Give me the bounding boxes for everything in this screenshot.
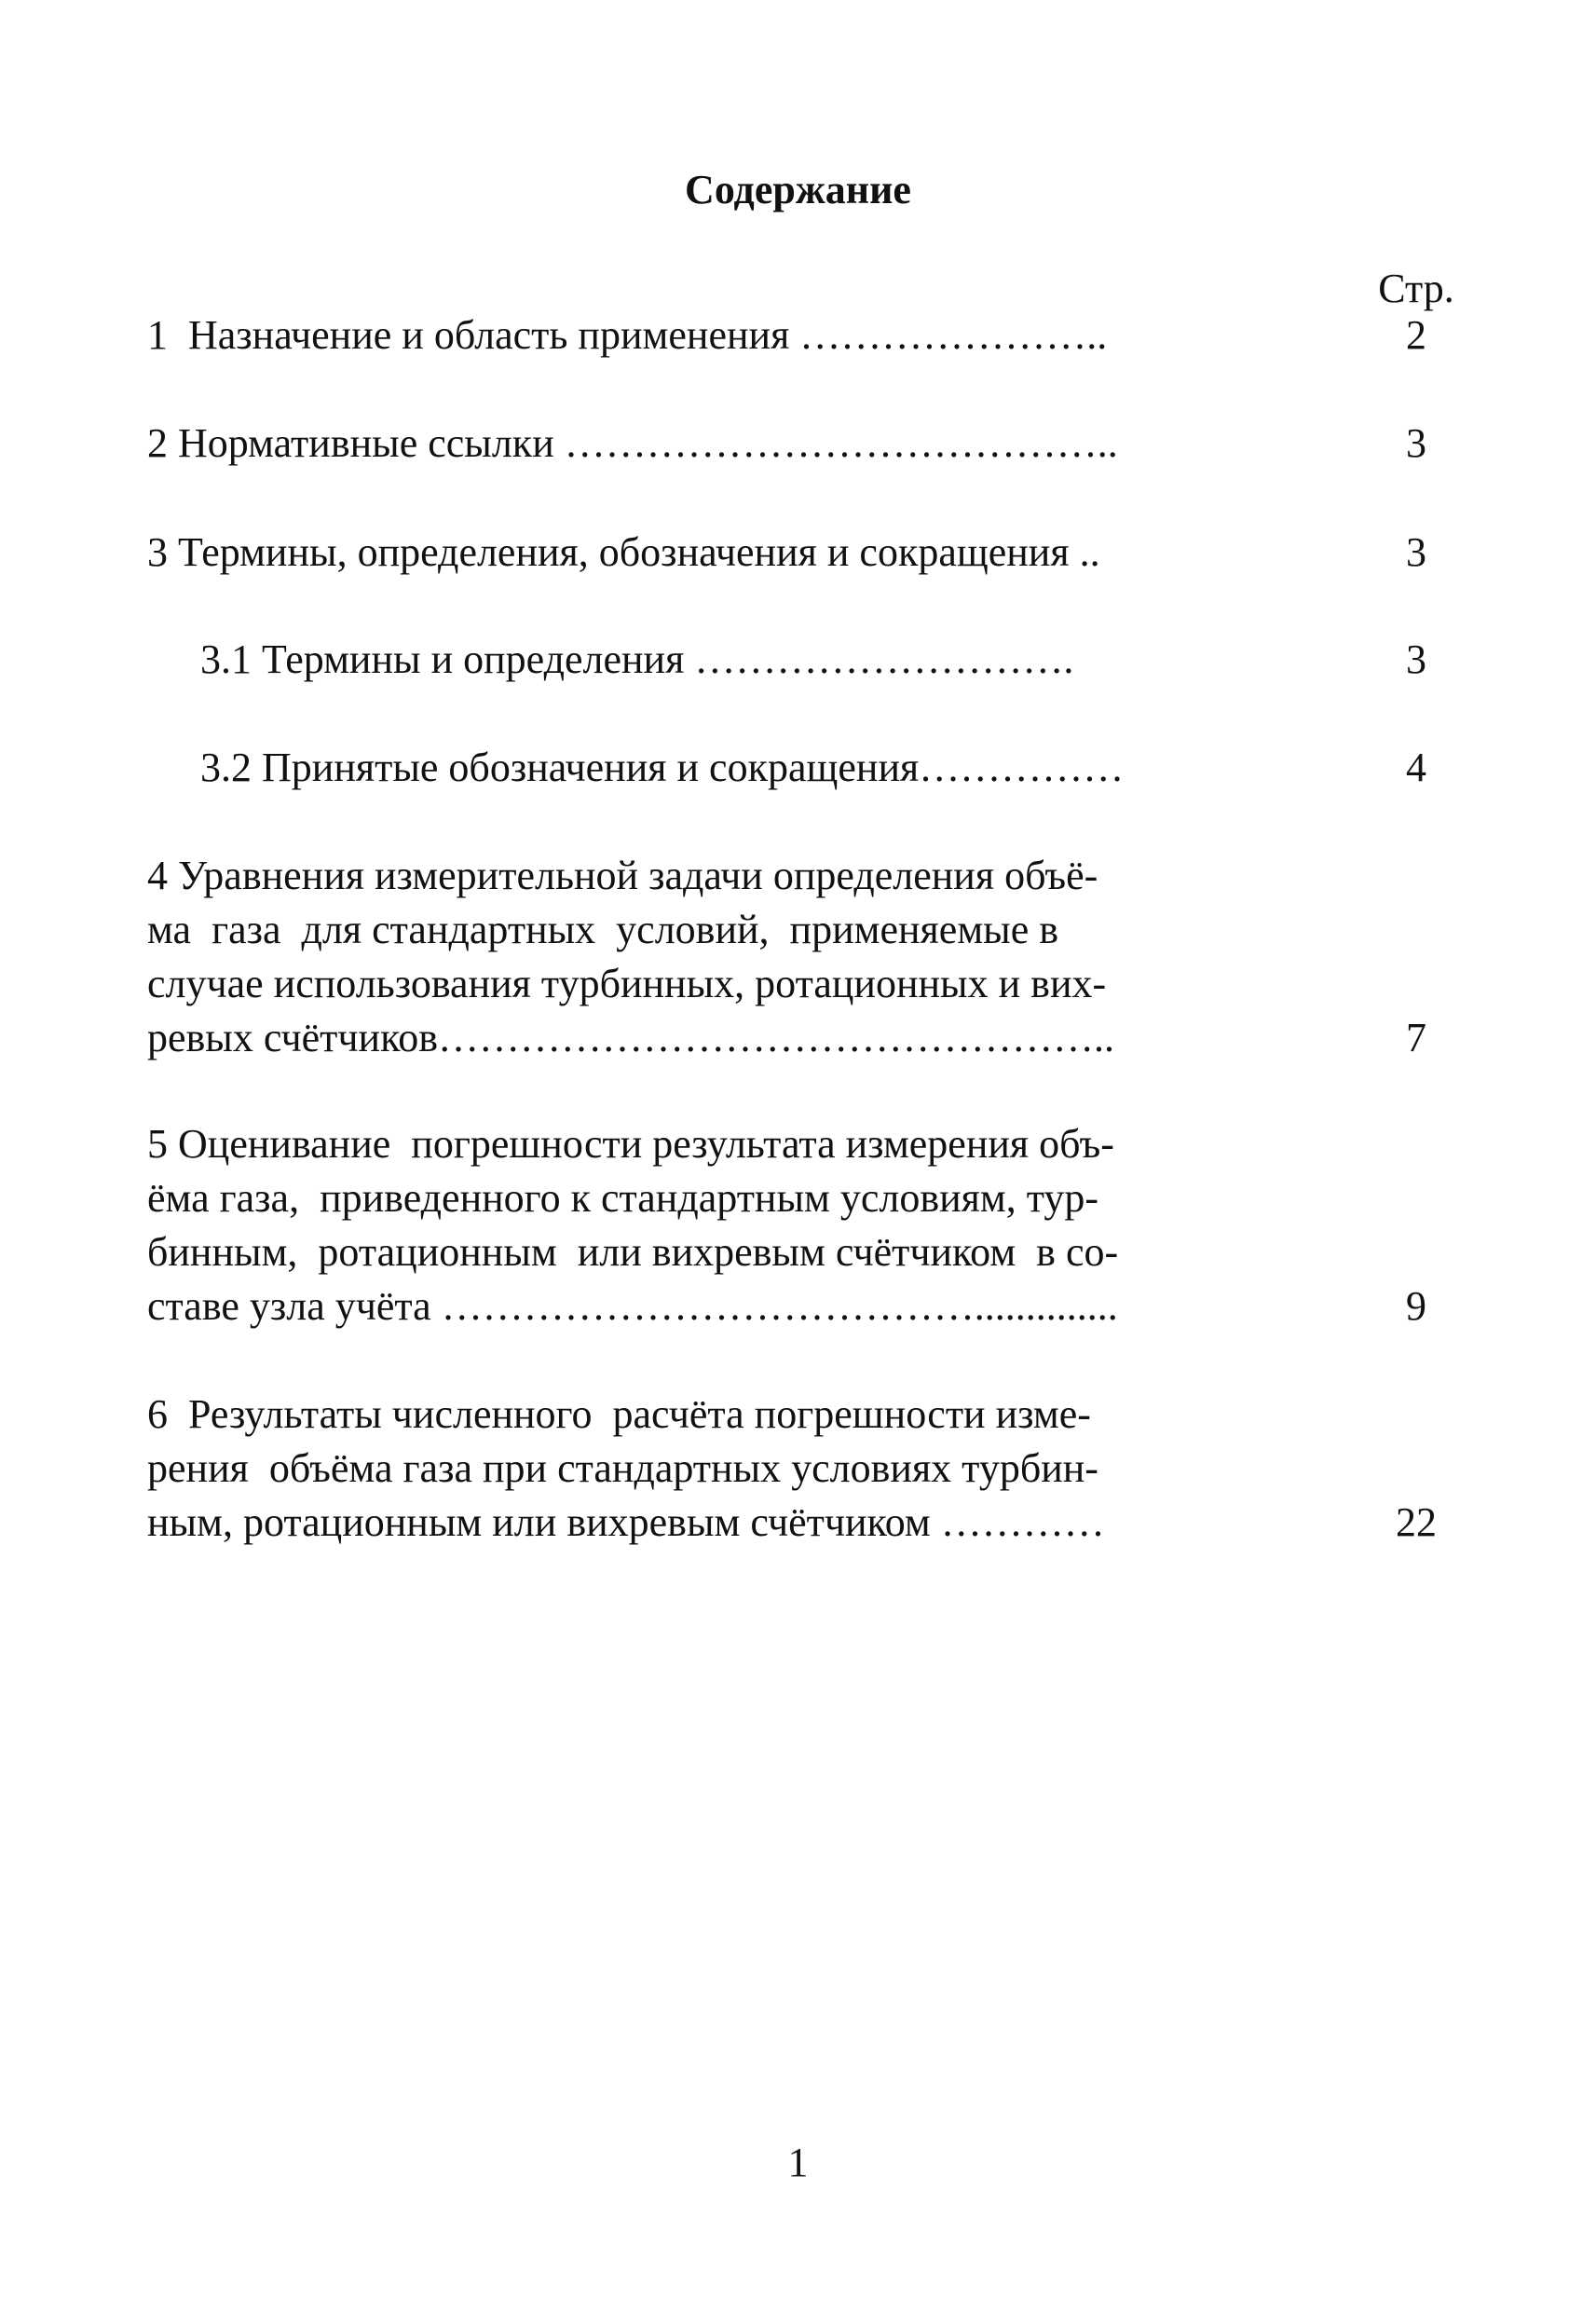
- toc-entry-text-line: 4 Уравнения измерительной задачи определения объё-: [147, 853, 1098, 898]
- toc-entry-text-line: ным, ротационным или вихревым счётчиком …………: [147, 1499, 1105, 1545]
- toc-entry-text-line: ёма газа, приведенного к стандартным условиям, тур-: [147, 1175, 1099, 1221]
- toc-entry-text-line: случае использования турбинных, ротационных и вих-: [147, 961, 1107, 1006]
- toc-entry-page: 9: [1406, 1283, 1426, 1329]
- toc-entry-page: 3: [1406, 420, 1426, 466]
- toc-entry-text-line: ревых счётчиков…………………………………………..: [147, 1015, 1114, 1060]
- toc-entry-text-line: бинным, ротационным или вихревым счётчиком в со-: [147, 1229, 1119, 1275]
- toc-entry-page: 3: [1406, 636, 1426, 682]
- toc-entry-page: 3: [1406, 529, 1426, 575]
- page-number: 1: [787, 2140, 809, 2185]
- toc-entry-text: 1 Назначение и область применения …………………..: [147, 312, 1108, 358]
- toc-entry-text-line: 6 Результаты численного расчёта погрешности изме-: [147, 1391, 1091, 1437]
- toc-entry-text-line: ставе узла учёта …………………………………..............: [147, 1283, 1118, 1329]
- toc-entry-text-line: рения объёма газа при стандартных условиях турбин-: [147, 1445, 1098, 1491]
- toc-entry-text-line: 5 Оценивание погрешности результата измерения объ-: [147, 1121, 1114, 1167]
- toc-entry-page: 7: [1406, 1015, 1426, 1060]
- page-title: Содержание: [685, 167, 911, 212]
- toc-entry-text-line: ма газа для стандартных условий, применяемые в: [147, 907, 1059, 952]
- page-column-label: Стр.: [1378, 266, 1454, 311]
- toc-entry-text: 2 Нормативные ссылки …………………………………..: [147, 420, 1118, 466]
- toc-entry-page: 2: [1406, 312, 1426, 358]
- toc-entry-page: 22: [1396, 1499, 1437, 1545]
- toc-entry-text: 3.2 Принятые обозначения и сокращения……………: [200, 745, 1125, 790]
- toc-entry-page: 4: [1406, 745, 1426, 790]
- toc-entry-text: 3 Термины, определения, обозначения и сокращения ..: [147, 529, 1100, 575]
- toc-entry-text: 3.1 Термины и определения ……………………….: [200, 636, 1074, 682]
